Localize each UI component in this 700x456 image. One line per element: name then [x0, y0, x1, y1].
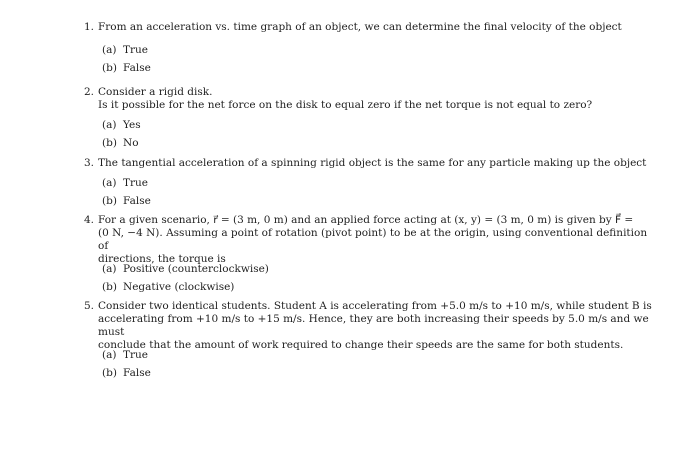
option-5a[interactable] [102, 349, 148, 362]
question-text [98, 21, 654, 34]
option-label: (a) [102, 263, 117, 275]
option-text: False [123, 62, 151, 74]
question-1 [84, 21, 654, 34]
option-text: Negative (clockwise) [123, 281, 235, 293]
option-text: True [123, 349, 148, 361]
question-text [98, 86, 654, 112]
question-text [98, 157, 654, 170]
option-4a[interactable] [102, 263, 269, 276]
question-text [98, 300, 654, 352]
question-number: 5. [84, 300, 95, 312]
question-number: 3. [84, 157, 95, 169]
question-number: 2. [84, 86, 95, 98]
option-1a[interactable] [102, 44, 148, 57]
option-text: No [123, 137, 139, 149]
option-label: (b) [102, 62, 117, 74]
option-4b[interactable] [102, 281, 234, 294]
option-text: True [123, 177, 148, 189]
question-line: From an acceleration vs. time graph of an object, we can determine the final velocity of the object [98, 21, 622, 33]
option-5b[interactable] [102, 367, 151, 380]
question-line: Consider two identical students. Student A is accelerating from +5.0 m/s to +10 m/s, while student B is [98, 300, 652, 312]
option-text: False [123, 195, 151, 207]
question-4 [84, 214, 654, 266]
question-5 [84, 300, 654, 352]
option-label: (a) [102, 349, 117, 361]
option-label: (b) [102, 281, 117, 293]
question-line: (0 N, −4 N). Assuming a point of rotation (pivot point) to be at the origin, using conventional definition of [98, 227, 648, 252]
option-text: Positive (counterclockwise) [123, 263, 269, 275]
option-label: (b) [102, 137, 117, 149]
question-line: For a given scenario, r⃗ = (3 m, 0 m) and an applied force acting at (x, y) = (3 m, 0 m) is given by F⃗ = [98, 214, 634, 226]
question-line: directions, the torque is [98, 253, 226, 265]
option-label: (a) [102, 177, 117, 189]
question-2 [84, 86, 654, 112]
option-label: (b) [102, 195, 117, 207]
question-number: 1. [84, 21, 95, 33]
option-1b[interactable] [102, 62, 151, 75]
option-text: Yes [123, 119, 141, 131]
option-text: True [123, 44, 148, 56]
option-text: False [123, 367, 151, 379]
question-number: 4. [84, 214, 95, 226]
question-line: Is it possible for the net force on the disk to equal zero if the net torque is not equal to zero? [98, 99, 593, 111]
question-line: accelerating from +10 m/s to +15 m/s. Hence, they are both increasing their speeds by 5.0 m/s and we must [98, 313, 649, 338]
question-text [98, 214, 654, 266]
option-label: (b) [102, 367, 117, 379]
option-label: (a) [102, 44, 117, 56]
option-2b[interactable] [102, 137, 139, 150]
option-3b[interactable] [102, 195, 151, 208]
option-2a[interactable] [102, 119, 141, 132]
question-line: conclude that the amount of work required to change their speeds are the same for both students. [98, 339, 624, 351]
question-line: The tangential acceleration of a spinning rigid object is the same for any particle making up the object [98, 157, 647, 169]
option-3a[interactable] [102, 177, 148, 190]
question-line: Consider a rigid disk. [98, 86, 213, 98]
option-label: (a) [102, 119, 117, 131]
question-3 [84, 157, 654, 170]
